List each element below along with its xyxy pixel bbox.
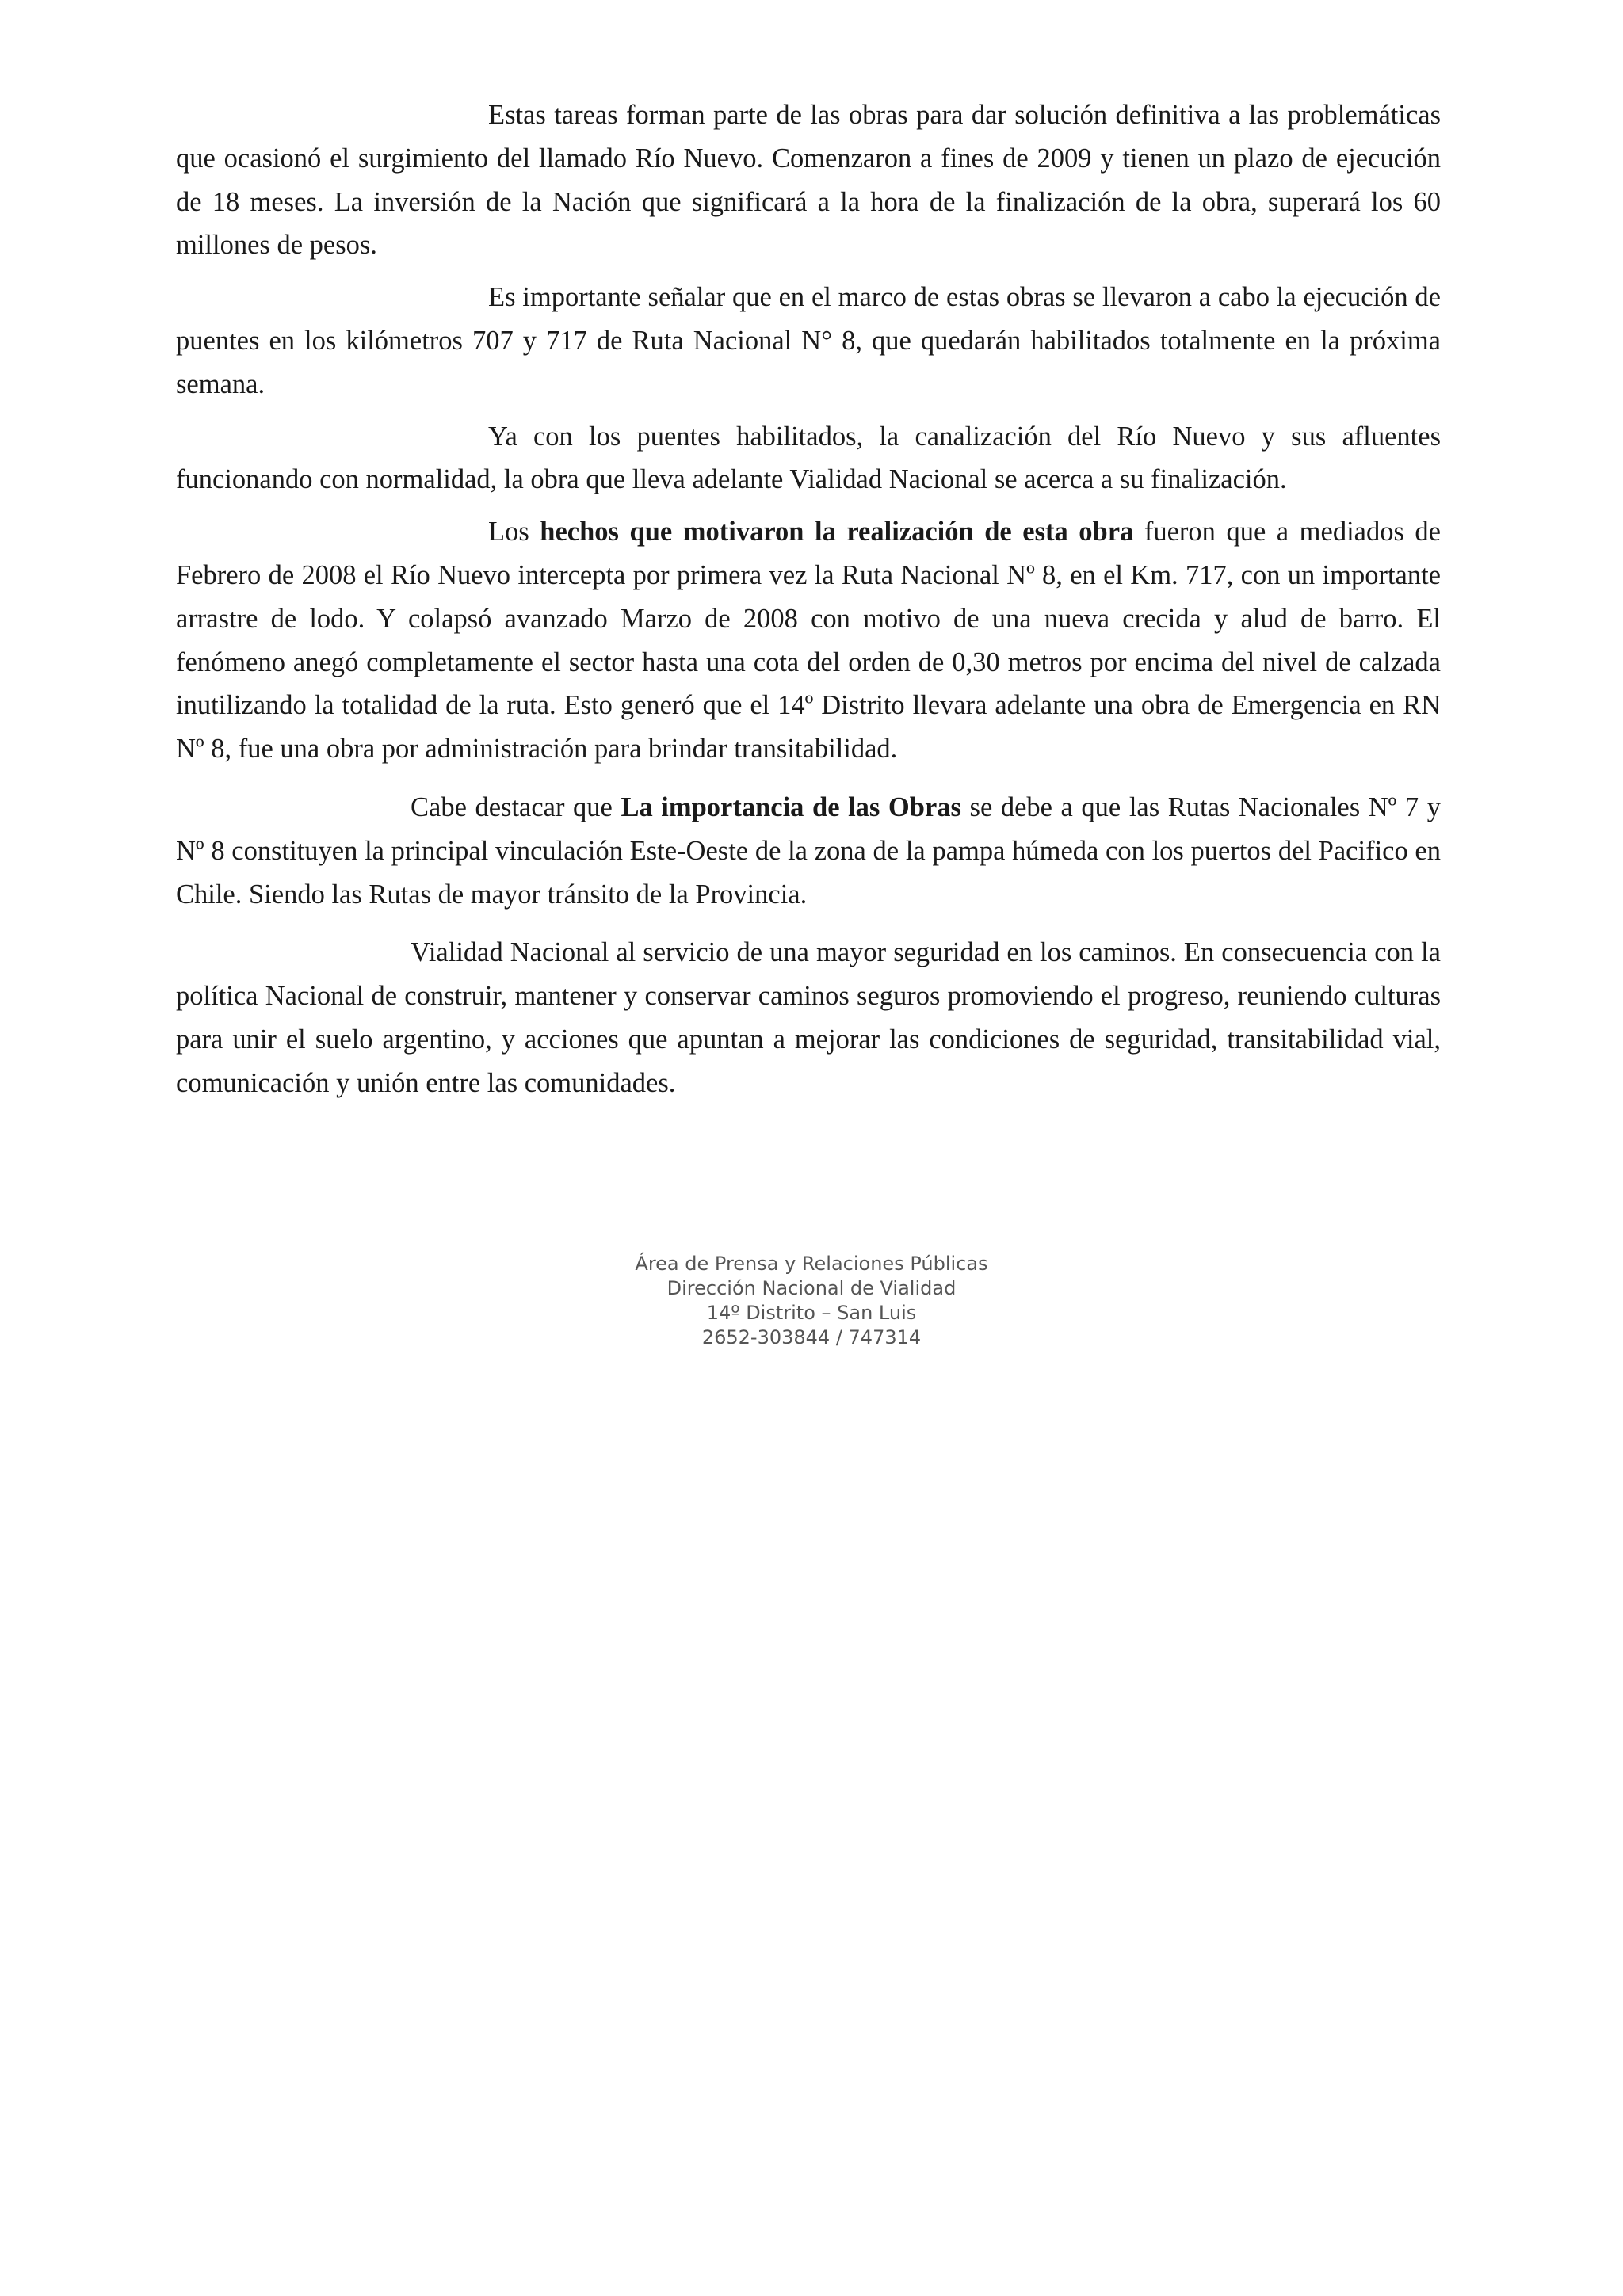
- footer-direccion: Dirección Nacional de Vialidad: [666, 1277, 957, 1299]
- paragraph-obras-rio-nuevo: Estas tareas forman parte de las obras para dar solución definitiva a las problemáticas que ocasionó el surgimiento del llamado Río Nuevo. Comenzaron a fines de 2009 y tienen un plazo de ejecución de 18 meses. La inversión de la Nación que significará a la hora de la finalización de la obra, superará los 60 millones de pesos.: [176, 100, 1441, 261]
- paragraph-hechos-bold: hechos que motivaron la realización de esta obra: [540, 517, 1134, 547]
- paragraph-vialidad-servicio: Vialidad Nacional al servicio de una mayor seguridad en los caminos. En consecuencia con la política Nacional de construir, mantener y conservar caminos seguros promoviendo el progreso, reuniendo culturas para unir el suelo argentino, y acciones que apuntan a mejorar las condiciones de seguridad, transitabilidad vial, comunicación y unión entre las comunidades.: [176, 937, 1441, 1098]
- footer-telefono: 2652-303844 / 747314: [701, 1326, 922, 1348]
- footer-distrito: 14º Distrito – San Luis: [706, 1302, 917, 1324]
- paragraph-puentes: Es importante señalar que en el marco de estas obras se llevaron a cabo la ejecución de puentes en los kilómetros 707 y 717 de Ruta Nacional N° 8, que quedarán habilitados totalmente en la próxima semana.: [176, 282, 1441, 399]
- paragraph-hechos: [176, 510, 1441, 771]
- paragraph-importancia-bold: La importancia de las Obras: [621, 791, 961, 822]
- press-contact-footer: [0, 1252, 1623, 1350]
- paragraph-importancia: [176, 786, 1441, 916]
- footer-area-prensa: Área de Prensa y Relaciones Públicas: [635, 1253, 988, 1275]
- paragraph-finalizacion: Ya con los puentes habilitados, la canalización del Río Nuevo y sus afluentes funcionando con normalidad, la obra que lleva adelante Vialidad Nacional se acerca a su finalización.: [176, 421, 1441, 495]
- paragraph-hechos-lead: Los: [488, 517, 540, 547]
- paragraph-importancia-rest: se debe a que las Rutas Nacionales Nº 7 y Nº 8 constituyen la principal vinculación Este-Oeste de la zona de la pampa húmeda con los puertos del Pacifico en Chile. Siendo las Rutas de mayor tránsito de la Provincia.: [176, 791, 1441, 910]
- paragraph-hechos-rest: fueron que a mediados de Febrero de 2008 el Río Nuevo intercepta por primera vez la Ruta Nacional Nº 8, en el Km. 717, con un importante arrastre de lodo. Y colapsó avanzado Marzo de 2008 con motivo de una nueva crecida y alud de barro. El fenómeno anegó completamente el sector hasta una cota del orden de 0,30 metros por encima del nivel de calzada inutilizando la totalidad de la ruta. Esto generó que el 14º Distrito llevara adelante una obra de Emergencia en RN Nº 8, fue una obra por administración para brindar transitabilidad.: [176, 517, 1441, 765]
- paragraph-importancia-lead: Cabe destacar que: [411, 791, 621, 822]
- document-body: [176, 93, 1441, 1105]
